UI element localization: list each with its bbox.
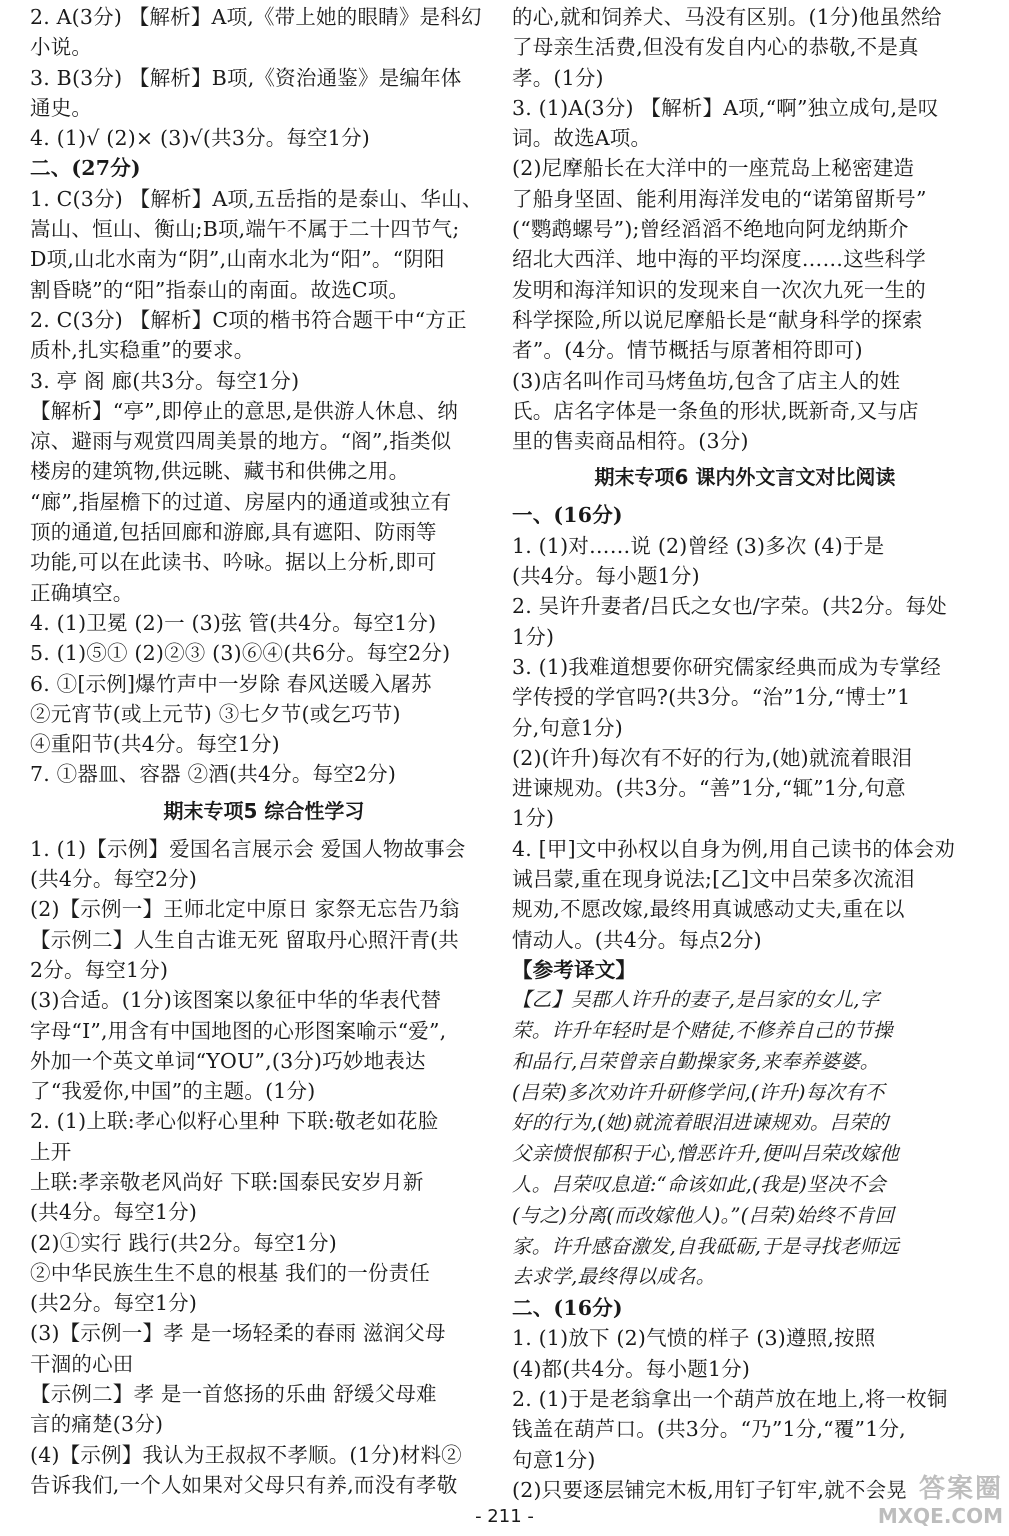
text-line: ④重阳节(共4分。每空1分) (30, 732, 280, 757)
text-line: 1. (1)【示例】爱国名言展示会 爱国人物故事会 (30, 836, 466, 861)
right-text-block (512, 2, 978, 456)
text-line: D项,山北水南为“阴”,山南水北为“阳”。“阴阳 (30, 247, 445, 272)
text-line: 6. ①[示例]爆竹声中一岁除 春风送暖入屠苏 (30, 671, 432, 696)
text-line: 一、(16分) (512, 503, 623, 528)
text-line: 上联:孝亲敬老风尚好 下联:国泰民安岁月新 (30, 1169, 424, 1194)
text-line: 钱盖在葫芦口。(共3分。“乃”1分,“覆”1分, (512, 1417, 906, 1442)
page-number: - 211 - (475, 1506, 534, 1527)
left-column (30, 2, 498, 1500)
left-text-block (30, 2, 498, 790)
text-line: 人。吕荣叹息道:“命该如此,(我是)坚决不会 (512, 1172, 886, 1196)
text-line: 进谏规劝。(共3分。“善”1分,“辄”1分,句意 (512, 776, 906, 801)
text-line: 顶的通道,包括回廊和游廊,具有遮阳、防雨等 (30, 520, 437, 545)
text-line: 者”。(4分。情节概括与原著相符即可) (512, 338, 863, 363)
watermark-text-bottom: MXQE.COM (877, 1504, 1003, 1528)
text-line: 3. 亭 阁 廊(共3分。每空1分) (30, 368, 300, 393)
left-text-block-2 (30, 834, 498, 1501)
text-line: (2)【示例一】王师北定中原日 家祭无忘告乃翁 (30, 897, 460, 922)
text-line: 好的行为,(她)就流着眼泪进谏规劝。吕荣的 (512, 1111, 889, 1135)
text-line: 诫吕蒙,重在现身说法;[乙]文中吕荣多次流泪 (512, 867, 915, 892)
text-line: 孝。(1分) (512, 65, 604, 90)
text-line: 科学探险,所以说尼摩船长是“献身科学的探索 (512, 307, 923, 332)
text-line: 绍北大西洋、地中海的平均深度……这些科学 (512, 247, 926, 272)
text-line: 2分。每空1分) (30, 957, 169, 982)
watermark-logo (853, 1474, 1003, 1532)
text-line: 父亲愤恨郁积于心,憎恶许升,便叫吕荣改嫁他 (512, 1142, 900, 1166)
text-line: 了“我爱你,中国”的主题。(1分) (30, 1079, 316, 1104)
text-line: 句意1分) (512, 1447, 596, 1472)
section-title-5: 期末专项5 综合性学习 (163, 798, 365, 823)
text-line: 去求学,最终得以成名。 (512, 1265, 716, 1289)
text-line: 3. (1)我难道想要你研究儒家经典而成为专掌经 (512, 654, 941, 679)
text-line: “廊”,指屋檐下的过道、房屋内的通道或独立有 (30, 489, 452, 514)
text-line: 2. (1)上联:孝心似籽心里种 下联:敬老如花脸 (30, 1109, 439, 1134)
text-line: (4)都(共4分。每小题1分) (512, 1356, 751, 1381)
text-line: 1. (1)放下 (2)气愤的样子 (3)遵照,按照 (512, 1326, 876, 1351)
text-line: 荣。许升年轻时是个赌徒,不修养自己的节操 (512, 1019, 893, 1042)
text-line: 1. (1)对……说 (2)曾经 (3)多次 (4)于是 (512, 533, 885, 558)
text-line: 【示例二】人生自古谁无死 留取丹心照汗青(共 (30, 927, 459, 952)
text-line: 【解析】“亭”,即停止的意思,是供游人休息、纳 (30, 398, 459, 423)
text-line: 外加一个英文单词“YOU”,(3分)巧妙地表达 (30, 1048, 426, 1073)
right-column (512, 2, 978, 1505)
text-line: 嵩山、恒山、衡山;B项,端午不属于二十四节气; (30, 217, 460, 242)
text-line: 2. A(3分) 【解析】A项,《带上她的眼睛》是科幻 (30, 5, 482, 29)
text-line: 正确填空。 (30, 580, 134, 605)
text-line: 凉、避雨与观赏四周美景的地方。“阁”,指类似 (30, 429, 452, 454)
text-line: 2. (1)于是老翁拿出一个葫芦放在地上,将一枚铜 (512, 1387, 948, 1412)
text-line: (2)尼摩船长在大洋中的一座荒岛上秘密建造 (512, 156, 915, 181)
text-line: (4)【示例】我认为王叔叔不孝顺。(1分)材料② (30, 1442, 462, 1467)
text-line: (共2分。每空1分) (30, 1291, 198, 1316)
text-line: 里的售卖商品相符。(3分) (512, 429, 749, 454)
text-line: 了母亲生活费,但没有发自内心的恭敬,不是真 (512, 35, 919, 60)
text-line: 二、(16分) (512, 1296, 623, 1321)
text-line: 功能,可以在此读书、吟咏。据以上分析,即可 (30, 550, 437, 575)
text-line: (共4分。每空1分) (30, 1200, 198, 1225)
text-line: 情动人。(共4分。每点2分) (512, 927, 762, 952)
text-line: (“鹦鹉螺号”);曾经滔滔不绝地向阿龙纳斯介 (512, 217, 909, 242)
text-line: 4. [甲]文中孙权以自身为例,用自己读书的体会劝 (512, 836, 956, 861)
text-line: 【示例二】孝 是一首悠扬的乐曲 舒缓父母难 (30, 1382, 437, 1407)
text-line: (共4分。每小题1分) (512, 564, 700, 589)
text-line: (2)只要逐层铺完木板,用钉子钉牢,就不会晃 (512, 1477, 907, 1502)
text-line: 上开 (30, 1139, 72, 1164)
text-line: 告诉我们,一个人如果对父母只有养,而没有孝敬 (30, 1472, 458, 1497)
text-line: 干涸的心田 (30, 1351, 134, 1376)
text-line: 词。故选A项。 (512, 126, 652, 151)
section-title-6: 期末专项6 课内外文言文对比阅读 (594, 465, 896, 490)
text-line: 质朴,扎实稳重”的要求。 (30, 338, 255, 363)
text-line: 5. (1)⑤① (2)②③ (3)⑥④(共6分。每空2分) (30, 641, 451, 666)
text-line: (3)店名叫作司马烤鱼坊,包含了店主人的姓 (512, 368, 901, 393)
text-line: 2. 吴许升妻者/吕氏之女也/字荣。(共2分。每处 (512, 594, 947, 619)
text-line: 1分) (512, 624, 555, 649)
text-line: 1分) (512, 806, 555, 831)
text-line: 楼房的建筑物,供远眺、藏书和供佛之用。 (30, 459, 410, 484)
text-line: 3. B(3分) 【解析】B项,《资治通鉴》是编年体 (30, 65, 462, 90)
text-line: 了船身坚固、能利用海洋发电的“诺第留斯号” (512, 186, 927, 211)
text-line: 家。许升感奋激发,自我砥砺,于是寻找老师远 (512, 1234, 900, 1258)
text-line: (与之)分离(而改嫁他人)。”(吕荣)始终不肯回 (512, 1203, 895, 1227)
text-line: 氏。店名字体是一条鱼的形状,既新奇,又与店 (512, 398, 919, 423)
text-line: (2)①实行 践行(共2分。每空1分) (30, 1230, 337, 1255)
text-line: (3)【示例一】孝 是一场轻柔的春雨 滋润父母 (30, 1321, 446, 1346)
text-line: ②中华民族生生不息的根基 我们的一份责任 (30, 1260, 431, 1285)
text-line: 二、(27分) (30, 156, 141, 181)
text-line: (共4分。每空2分) (30, 867, 198, 892)
text-line: 发明和海洋知识的发现来自一次次九死一生的 (512, 277, 926, 302)
text-line: 的心,就和饲养犬、马没有区别。(1分)他虽然给 (512, 5, 942, 29)
text-line: 言的痛楚(3分) (30, 1412, 164, 1437)
text-line: 通史。 (30, 95, 93, 120)
text-line: 小说。 (30, 35, 93, 60)
text-line: (吕荣)多次劝许升研修学问,(许升)每次有不 (512, 1080, 885, 1104)
text-line: 3. (1)A(3分) 【解析】A项,“啊”独立成句,是叹 (512, 95, 939, 120)
reference-translation-label: 【参考译文】 (512, 957, 637, 982)
right-text-block-2 (512, 500, 978, 954)
text-line: 4. (1)√ (2)× (3)√(共3分。每空1分) (30, 126, 371, 151)
text-line: ②元宵节(或上元节) ③七夕节(或乞巧节) (30, 701, 401, 726)
watermark-text-top: 答案圈 (918, 1474, 1003, 1504)
text-line: 4. (1)卫冕 (2)一 (3)弦 管(共4分。每空1分) (30, 610, 437, 635)
text-line: 分,句意1分) (512, 715, 623, 740)
text-line: 2. C(3分) 【解析】C项的楷书符合题干中“方正 (30, 307, 467, 332)
translation-block (512, 985, 978, 1293)
text-line: 字母“I”,用含有中国地图的心形图案喻示“爱”, (30, 1018, 447, 1043)
text-line: 和品行,吕荣曾亲自勤操家务,来奉养婆婆。 (512, 1049, 880, 1073)
text-line: 1. C(3分) 【解析】A项,五岳指的是泰山、华山、 (30, 186, 483, 211)
text-line: 规劝,不愿改嫁,最终用真诚感动丈夫,重在以 (512, 897, 905, 922)
text-line: (3)合适。(1分)该图案以象征中华的华表代替 (30, 988, 442, 1013)
text-line: 割昏晓”的“阳”指泰山的南面。故选C项。 (30, 277, 410, 302)
text-line: 7. ①器皿、容器 ②酒(共4分。每空2分) (30, 762, 397, 787)
text-line: (2)(许升)每次有不好的行为,(她)就流着眼泪 (512, 745, 913, 770)
text-line: 【乙】吴郡人许升的妻子,是吕家的女儿,字 (512, 988, 880, 1012)
text-line: 学传授的学官吗?(共3分。“治”1分,“博士”1 (512, 685, 911, 710)
